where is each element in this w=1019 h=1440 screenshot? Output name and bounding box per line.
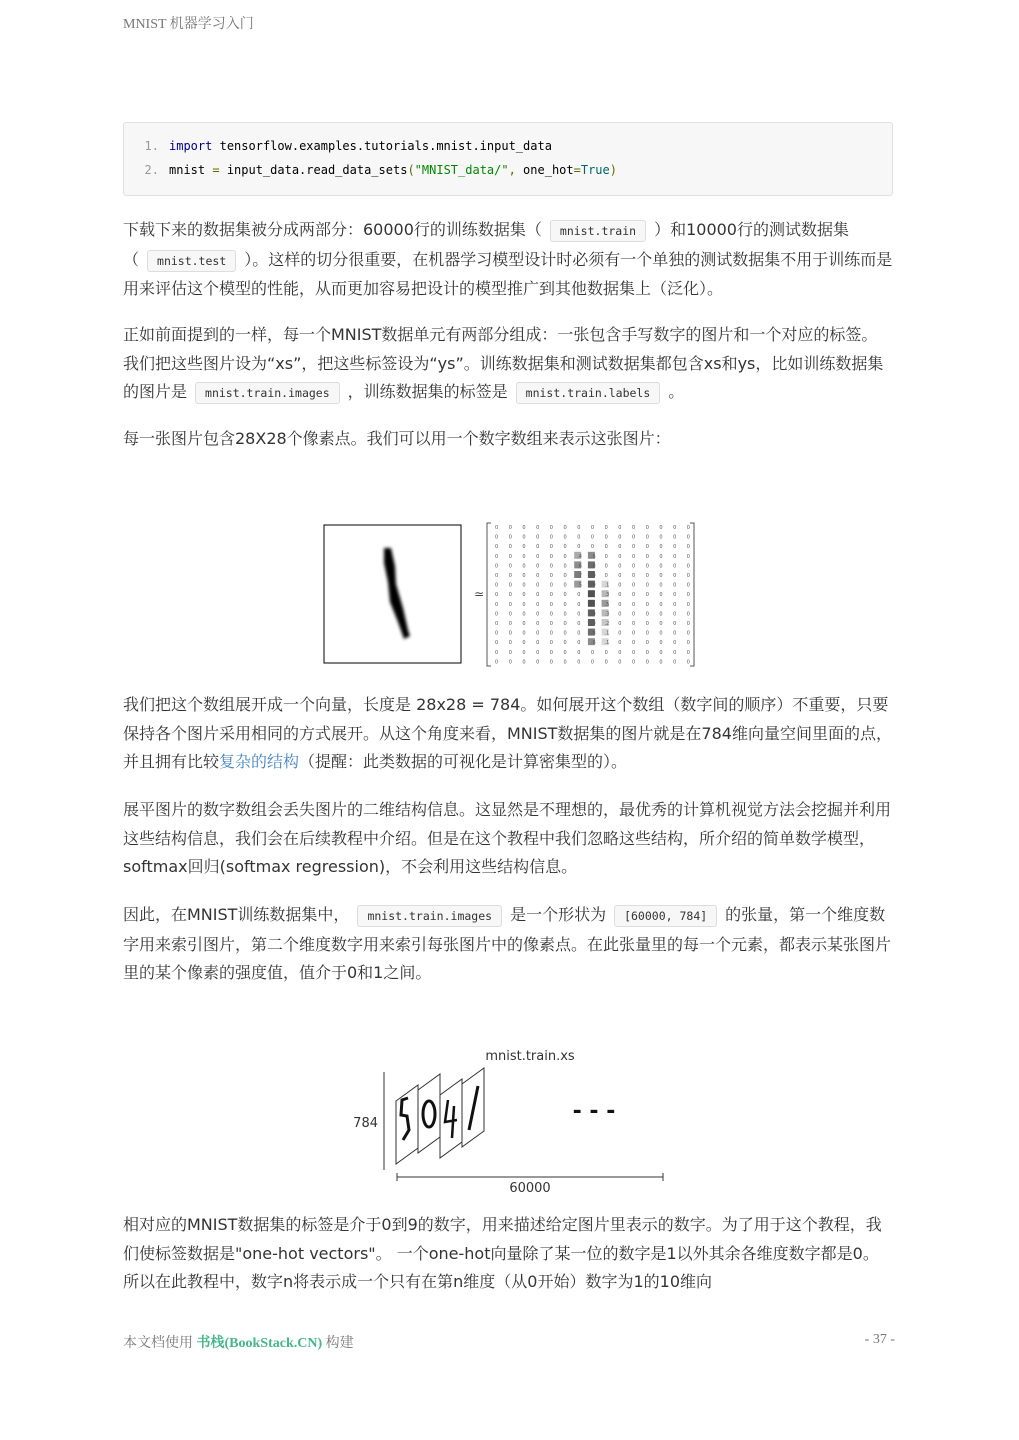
- matrix-cell-value: 0: [495, 582, 499, 589]
- matrix-cell-value: .8: [590, 563, 596, 570]
- matrix-cell-value: 0: [536, 534, 540, 541]
- matrix-cell-value: 0: [536, 573, 540, 579]
- matrix-cell-value: 0: [577, 544, 581, 551]
- matrix-cell-value: 0: [673, 553, 677, 560]
- matrix-cell-value: 0: [673, 573, 677, 579]
- matrix-cell-value: 0: [645, 573, 649, 579]
- matrix-cell-value: 0: [495, 592, 499, 599]
- matrix-cell-value: 0: [577, 601, 581, 608]
- matrix-cell-value: 0: [495, 553, 499, 560]
- matrix-cell-value: 0: [549, 630, 553, 637]
- matrix-cell-value: 0: [618, 573, 622, 579]
- matrix-cell-value: 0: [645, 553, 649, 560]
- matrix-cell-value: 0: [659, 582, 663, 589]
- matrix-cell-value: 0: [590, 544, 595, 551]
- matrix-cell-value: 0: [686, 621, 690, 627]
- matrix-cell-value: 0: [618, 544, 622, 551]
- inline-code: mnist.train.labels: [516, 382, 661, 404]
- matrix-cell-value: 0: [604, 573, 608, 579]
- text: 下载下来的数据集被分成两部分：60000行的训练数据集（: [123, 220, 542, 239]
- matrix-cell-value: 0: [618, 649, 622, 656]
- matrix-cell-value: 1: [590, 592, 595, 599]
- matrix-cell-value: 0: [522, 534, 526, 541]
- matrix-cell-value: 0: [645, 563, 649, 570]
- matrix-cell-value: 0: [618, 553, 622, 560]
- matrix-cell-value: 0: [563, 611, 567, 618]
- matrix-right-bracket: [690, 523, 694, 666]
- matrix-cell-value: 0: [673, 601, 677, 608]
- matrix-cell-value: 0: [549, 573, 553, 579]
- matrix-cell-value: 0: [549, 563, 553, 570]
- matrix-cell-value: 0: [659, 659, 663, 666]
- matrix-cell-value: 0: [604, 544, 608, 551]
- matrix-cell-value: 0: [549, 621, 553, 627]
- matrix-cell-value: 0: [673, 611, 677, 618]
- matrix-cell-value: 0: [536, 544, 540, 551]
- digit-card-0: [418, 1074, 440, 1153]
- matrix-cell-value: 0: [618, 525, 622, 531]
- matrix-cell-value: 0: [673, 649, 677, 656]
- matrix-cell-value: 0: [645, 582, 649, 589]
- text: 正如前面提到的一样，每一个MNIST数据单元有两部分组成：一张包含手写数字的图片和一个对应的标签。我们把这些图片设为“xs”，把这些标签设为“ys”。训练数据集和测试数据集都包含xs和ys，比如训练数据集的图片是: [123, 325, 884, 402]
- matrix-cell-value: .5: [577, 582, 582, 589]
- matrix-cell-value: .9: [590, 582, 596, 589]
- matrix-cell-value: 0: [686, 544, 690, 551]
- matrix-cell-value: 0: [618, 592, 622, 599]
- matrix-cell-value: 0: [508, 553, 512, 560]
- code-op: =: [205, 163, 227, 177]
- matrix-cell-value: 0: [659, 563, 663, 570]
- matrix-cell-value: 0: [508, 544, 512, 551]
- matrix-cell-value: 0: [508, 601, 512, 608]
- matrix-grid: [495, 525, 690, 665]
- matrix-cell-value: 0: [686, 573, 690, 579]
- matrix-cell-value: 0: [508, 525, 512, 531]
- matrix-cell-value: 0: [618, 601, 622, 608]
- matrix-cell-value: 0: [686, 525, 690, 531]
- matrix-cell-value: 0: [536, 611, 540, 618]
- text: 。: [668, 382, 685, 402]
- code-comma: ,: [508, 163, 524, 177]
- matrix-cell-value: 0: [536, 582, 540, 589]
- digit-card-1: [462, 1068, 484, 1147]
- matrix-cell-value: 0: [508, 649, 512, 656]
- matrix-cell-value: 0: [673, 534, 677, 541]
- matrix-cell-value: .6: [577, 563, 582, 570]
- matrix-cell-value: 0: [632, 601, 636, 608]
- matrix-cell-value: 0: [563, 553, 567, 560]
- matrix-cell-value: 0: [673, 659, 677, 666]
- matrix-cell-value: 0: [659, 573, 663, 579]
- code-paren: (: [407, 163, 415, 177]
- inline-code: [60000, 784]: [614, 905, 717, 927]
- code-var: mnist: [169, 163, 206, 177]
- matrix-cell-value: 0: [563, 582, 567, 589]
- matrix-cell-value: 0: [686, 649, 690, 656]
- paragraph-tensor-shape: [123, 901, 893, 988]
- matrix-cell-value: 0: [508, 592, 512, 599]
- matrix-cell-value: 0: [673, 621, 677, 627]
- matrix-cell-value: 0: [618, 582, 622, 589]
- matrix-cell-value: 0: [577, 640, 581, 647]
- matrix-cell-value: .7: [577, 573, 582, 579]
- code-call: input_data.read_data_sets: [226, 163, 408, 177]
- matrix-cell-value: 0: [536, 525, 540, 531]
- matrix-cell-value: 0: [577, 611, 581, 618]
- matrix-cell-value: 0: [645, 630, 649, 637]
- code-line-1: [124, 136, 892, 160]
- matrix-cell-value: 0: [563, 544, 567, 551]
- matrix-cell-value: 0: [604, 553, 608, 560]
- matrix-cell-value: 0: [618, 630, 622, 637]
- paragraph-flatten: [123, 691, 893, 777]
- footer-prefix: 本文档使用: [123, 1336, 193, 1351]
- matrix-cell-value: 0: [563, 573, 567, 579]
- line-number: 2.: [144, 163, 159, 177]
- code-arg: one_hot: [523, 163, 574, 177]
- matrix-cell-value: 0: [495, 573, 499, 579]
- footer-suffix: 构建: [325, 1336, 354, 1351]
- text: 的张量，第一个维度数字用来索引图片，第二个维度数字用来索引每张图片中的像素点。在此张量里的每一个元素，都表示某张图片里的某个像素的强度值，值介于0和1之间。: [123, 905, 892, 983]
- matrix-cell-value: 0: [495, 649, 499, 656]
- matrix-cell-value: 0: [522, 611, 526, 618]
- paragraph-dataset-split: [123, 216, 893, 304]
- matrix-cell-value: 0: [645, 525, 649, 531]
- dim-60000-label: 60000: [509, 1181, 551, 1196]
- matrix-cell-value: .3: [604, 592, 610, 599]
- line-number: 1.: [144, 139, 159, 153]
- matrix-cell-value: .1: [604, 640, 610, 647]
- matrix-cell-value: 0: [618, 563, 622, 570]
- matrix-cell-value: 0: [632, 611, 636, 618]
- matrix-cell-value: 0: [522, 640, 526, 647]
- matrix-cell-value: 0: [577, 534, 581, 541]
- matrix-cell-value: 0: [536, 659, 540, 666]
- matrix-cell-value: 0: [673, 640, 677, 647]
- matrix-cell-value: 0: [563, 525, 567, 531]
- text: ）和10000行的测试数据集（: [123, 220, 849, 269]
- matrix-cell-value: 0: [659, 534, 663, 541]
- matrix-cell-value: 0: [536, 601, 540, 608]
- matrix-cell-value: 0: [659, 630, 663, 637]
- digit-card-5: [396, 1085, 418, 1164]
- matrix-cell-value: 0: [549, 649, 553, 656]
- matrix-cell-value: 0: [604, 659, 608, 666]
- matrix-cell-value: 0: [632, 640, 636, 647]
- matrix-cell-value: 0: [508, 640, 512, 647]
- matrix-cell-value: 0: [508, 621, 512, 627]
- matrix-cell-value: 0: [536, 592, 540, 599]
- matrix-cell-value: 0: [495, 544, 499, 551]
- inline-code: mnist.train.images: [357, 905, 502, 927]
- matrix-cell-value: 0: [577, 592, 581, 599]
- inline-code: mnist.train.images: [195, 382, 340, 404]
- matrix-cell-value: .3: [604, 611, 610, 618]
- matrix-cell-value: 0: [495, 525, 499, 531]
- matrix-cell-value: 0: [522, 621, 526, 627]
- matrix-cell-value: 0: [522, 659, 526, 666]
- code-eq: =: [573, 163, 581, 177]
- matrix-cell-value: 1: [590, 601, 595, 608]
- matrix-cell-value: 0: [522, 601, 526, 608]
- matrix-cell-value: 0: [522, 525, 526, 531]
- matrix-cell-value: 0: [577, 659, 581, 666]
- matrix-cell-value: 0: [618, 534, 622, 541]
- matrix-cell-value: 0: [522, 544, 526, 551]
- matrix-cell-value: 0: [632, 563, 636, 570]
- matrix-cell-value: 0: [577, 525, 581, 531]
- matrix-cell-value: 0: [673, 525, 677, 531]
- digit-card-4: [440, 1079, 462, 1158]
- matrix-cell-value: 0: [645, 611, 649, 618]
- matrix-cell-value: 0: [659, 621, 663, 627]
- code-string: "MNIST_data/": [414, 163, 509, 177]
- matrix-cell-value: 0: [536, 649, 540, 656]
- text: 相对应的MNIST数据集的标签是介于0到9的数字，用来描述给定图片里表示的数字。为了用于这个教程，我们使标签数据是"one-hot vectors"。 一个one-hot向量除了某一位的数字是1以外其余各维度数字都是0。所以在此教程中，数字n将表示成一个只有在第n维度（从0开始）数字为1的10维向: [123, 1215, 882, 1292]
- approx-symbol: ≃: [474, 587, 485, 601]
- matrix-cell-value: 0: [577, 649, 581, 656]
- matrix-cell-value: 0: [563, 563, 567, 570]
- matrix-cell-value: 0: [632, 630, 636, 637]
- matrix-cell-value: 0: [645, 601, 649, 608]
- matrix-cell-value: 0: [495, 534, 499, 541]
- matrix-cell-value: 0: [645, 621, 649, 627]
- matrix-cell-value: 0: [632, 573, 636, 579]
- matrix-cell-value: .9: [590, 621, 596, 627]
- matrix-cell-value: 0: [549, 544, 553, 551]
- matrix-cell-value: 0: [618, 621, 622, 627]
- matrix-cell-value: 0: [645, 649, 649, 656]
- matrix-cell-value: 0: [686, 659, 690, 666]
- matrix-cell-value: 0: [495, 563, 499, 570]
- matrix-cell-value: 0: [549, 601, 553, 608]
- matrix-cell-value: 0: [536, 640, 540, 647]
- matrix-cell-value: 0: [495, 611, 499, 618]
- matrix-cell-value: .6: [590, 640, 596, 647]
- matrix-cell-value: 0: [549, 640, 553, 647]
- matrix-cell-value: 0: [686, 592, 690, 599]
- matrix-cell-value: .1: [604, 582, 610, 589]
- code-module: tensorflow.examples.tutorials.mnist.input_data: [219, 139, 552, 153]
- matrix-cell-value: 0: [659, 640, 663, 647]
- paragraph-pixels: [123, 425, 893, 454]
- tensor-title: mnist.train.xs: [485, 1049, 575, 1064]
- matrix-cell-value: 0: [508, 534, 512, 541]
- matrix-cell-value: 0: [522, 563, 526, 570]
- matrix-cell-value: 0: [673, 592, 677, 599]
- matrix-cell-value: 0: [563, 659, 567, 666]
- text: 展平图片的数字数组会丢失图片的二维结构信息。这显然是不理想的，最优秀的计算机视觉方法会挖掘并利用这些结构信息，我们会在后续教程中介绍。但是在这个教程中我们忽略这些结构，所介绍的简单数学模型，softmax回归(softmax regression)，不会利用这些结构信息。: [123, 800, 892, 877]
- matrix-cell-value: 0: [645, 640, 649, 647]
- matrix-cell-value: 0: [673, 563, 677, 570]
- matrix-cell-value: 0: [536, 553, 540, 560]
- matrix-cell-value: .8: [590, 630, 596, 637]
- matrix-cell-value: 0: [563, 621, 567, 627]
- matrix-cell-value: 0: [686, 534, 690, 541]
- matrix-cell-value: 0: [536, 630, 540, 637]
- matrix-cell-value: 0: [604, 525, 608, 531]
- matrix-cell-value: 0: [563, 592, 567, 599]
- matrix-cell-value: 0: [659, 649, 663, 656]
- matrix-cell-value: 0: [686, 630, 690, 637]
- matrix-cell-value: 0: [604, 534, 608, 541]
- text: ，训练数据集的标签是: [347, 382, 508, 402]
- link-complex-structure[interactable]: 复杂的结构: [219, 752, 300, 772]
- matrix-cell-value: 0: [495, 621, 499, 627]
- matrix-cell-value: 0: [686, 640, 690, 647]
- matrix-cell-value: 0: [508, 611, 512, 618]
- matrix-cell-value: 0: [522, 582, 526, 589]
- matrix-cell-value: 0: [632, 525, 636, 531]
- code-keyword: import: [169, 139, 213, 153]
- text: 是一个形状为: [510, 905, 607, 924]
- text: 因此，在MNIST训练数据集中，: [123, 905, 350, 924]
- text: ）。这样的切分很重要，在机器学习模型设计时必须有一个单独的测试数据集不用于训练而是用来评估这个模型的性能，从而更加容易把设计的模型推广到其他数据集上（泛化）。: [123, 249, 893, 299]
- matrix-cell-value: 0: [536, 563, 540, 570]
- matrix-cell-value: .5: [604, 601, 610, 608]
- matrix-cell-value: 0: [495, 601, 499, 608]
- matrix-cell-value: 0: [563, 534, 567, 541]
- matrix-cell-value: 0: [508, 573, 512, 579]
- matrix-cell-value: 0: [522, 592, 526, 599]
- code-block: [123, 122, 893, 196]
- text: 每一张图片包含28X28个像素点。我们可以用一个数字数组来表示这张图片：: [123, 429, 671, 448]
- matrix-cell-value: 0: [632, 621, 636, 627]
- matrix-cell-value: 0: [632, 534, 636, 541]
- code-paren: ): [609, 163, 617, 177]
- page-header: MNIST 机器学习入门: [123, 17, 254, 32]
- text: （提醒：此类数据的可视化是计算密集型的）。: [299, 752, 628, 772]
- matrix-cell-value: 0: [590, 649, 595, 656]
- page-footer: [123, 1332, 895, 1352]
- matrix-cell-value: 0: [632, 582, 636, 589]
- matrix-cell-value: 0: [563, 649, 567, 656]
- ellipsis: - - -: [572, 1099, 616, 1124]
- matrix-cell-value: 0: [659, 544, 663, 551]
- paragraph-structure-loss: [123, 796, 893, 882]
- matrix-cell-value: 0: [632, 649, 636, 656]
- matrix-cell-value: 0: [645, 592, 649, 599]
- paragraph-one-hot: [123, 1211, 893, 1297]
- matrix-cell-value: 0: [659, 592, 663, 599]
- matrix-cell-value: 0: [590, 534, 595, 541]
- matrix-cell-value: 0: [632, 544, 636, 551]
- matrix-cell-value: .6: [590, 553, 596, 560]
- matrix-cell-value: .4: [577, 553, 582, 560]
- paragraph-xs-ys: [123, 321, 893, 408]
- matrix-cell-value: 0: [508, 582, 512, 589]
- matrix-cell-value: 0: [645, 659, 649, 666]
- footer-brand-link[interactable]: 书栈(BookStack.CN): [196, 1336, 323, 1351]
- matrix-cell-value: 0: [686, 553, 690, 560]
- matrix-cell-value: 0: [508, 630, 512, 637]
- page-number: - 37 -: [864, 1332, 895, 1347]
- matrix-cell-value: 0: [495, 659, 499, 666]
- matrix-cell-value: 0: [632, 659, 636, 666]
- matrix-cell-value: 0: [549, 611, 553, 618]
- matrix-cell-value: 0: [522, 630, 526, 637]
- dim-784-label: 784: [353, 1116, 378, 1131]
- matrix-cell-value: 0: [508, 659, 512, 666]
- matrix-cell-value: 0: [577, 621, 581, 627]
- matrix-cell-value: 0: [522, 649, 526, 656]
- matrix-cell-value: 0: [673, 582, 677, 589]
- matrix-cell-value: .2: [604, 621, 610, 627]
- matrix-cell-value: 0: [495, 640, 499, 647]
- matrix-cell-value: 0: [632, 553, 636, 560]
- code-line-2: [124, 160, 892, 184]
- code-literal: True: [580, 163, 610, 177]
- matrix-cell-value: 0: [590, 659, 595, 666]
- matrix-cell-value: 0: [632, 592, 636, 599]
- inline-code: mnist.test: [147, 250, 236, 272]
- matrix-cell-value: 0: [686, 601, 690, 608]
- matrix-cell-value: 0: [508, 563, 512, 570]
- matrix-cell-value: 0: [686, 563, 690, 570]
- matrix-cell-value: 0: [563, 630, 567, 637]
- matrix-cell-value: 0: [549, 534, 553, 541]
- matrix-cell-value: 0: [536, 621, 540, 627]
- inline-code: mnist.train: [550, 220, 646, 242]
- matrix-cell-value: 0: [673, 544, 677, 551]
- matrix-cell-value: 0: [604, 649, 608, 656]
- matrix-cell-value: 0: [618, 659, 622, 666]
- matrix-cell-value: 0: [495, 630, 499, 637]
- tensor-figure: [340, 1040, 680, 1200]
- matrix-cell-value: 0: [645, 544, 649, 551]
- matrix-cell-value: .1: [604, 630, 610, 637]
- matrix-left-bracket: [487, 523, 491, 666]
- matrix-cell-value: 0: [522, 553, 526, 560]
- matrix-cell-value: 0: [522, 573, 526, 579]
- matrix-cell-value: 0: [549, 592, 553, 599]
- matrix-cell-value: 0: [549, 582, 553, 589]
- matrix-cell-value: 0: [549, 659, 553, 666]
- matrix-cell-value: 0: [659, 611, 663, 618]
- matrix-cell-value: 0: [549, 525, 553, 531]
- matrix-cell-value: 0: [659, 601, 663, 608]
- matrix-cell-value: 0: [686, 611, 690, 618]
- matrix-cell-value: 0: [659, 525, 663, 531]
- matrix-cell-value: 0: [686, 582, 690, 589]
- matrix-cell-value: 0: [549, 553, 553, 560]
- matrix-cell-value: 0: [604, 563, 608, 570]
- matrix-cell-value: 0: [563, 601, 567, 608]
- matrix-cell-value: 0: [590, 525, 595, 531]
- text: 我们把这个数组展开成一个向量，长度是 28x28 = 784。如何展开这个数组（数字间的顺序）不重要，只要保持各个图片采用相同的方式展开。从这个角度来看，MNIST数据集的图片就是在784维向量空间里面的点，并且拥有比较: [123, 695, 892, 772]
- matrix-cell-value: 0: [618, 640, 622, 647]
- matrix-cell-value: 0: [673, 630, 677, 637]
- matrix-cell-value: 0: [659, 553, 663, 560]
- matrix-cell-value: 0: [618, 611, 622, 618]
- matrix-cell-value: 0: [577, 630, 581, 637]
- matrix-cell-value: .9: [590, 573, 596, 579]
- matrix-cell-value: 0: [645, 534, 649, 541]
- matrix-cell-value: 0: [563, 640, 567, 647]
- digit-matrix-figure: [320, 518, 700, 670]
- matrix-cell-value: .9: [590, 611, 596, 618]
